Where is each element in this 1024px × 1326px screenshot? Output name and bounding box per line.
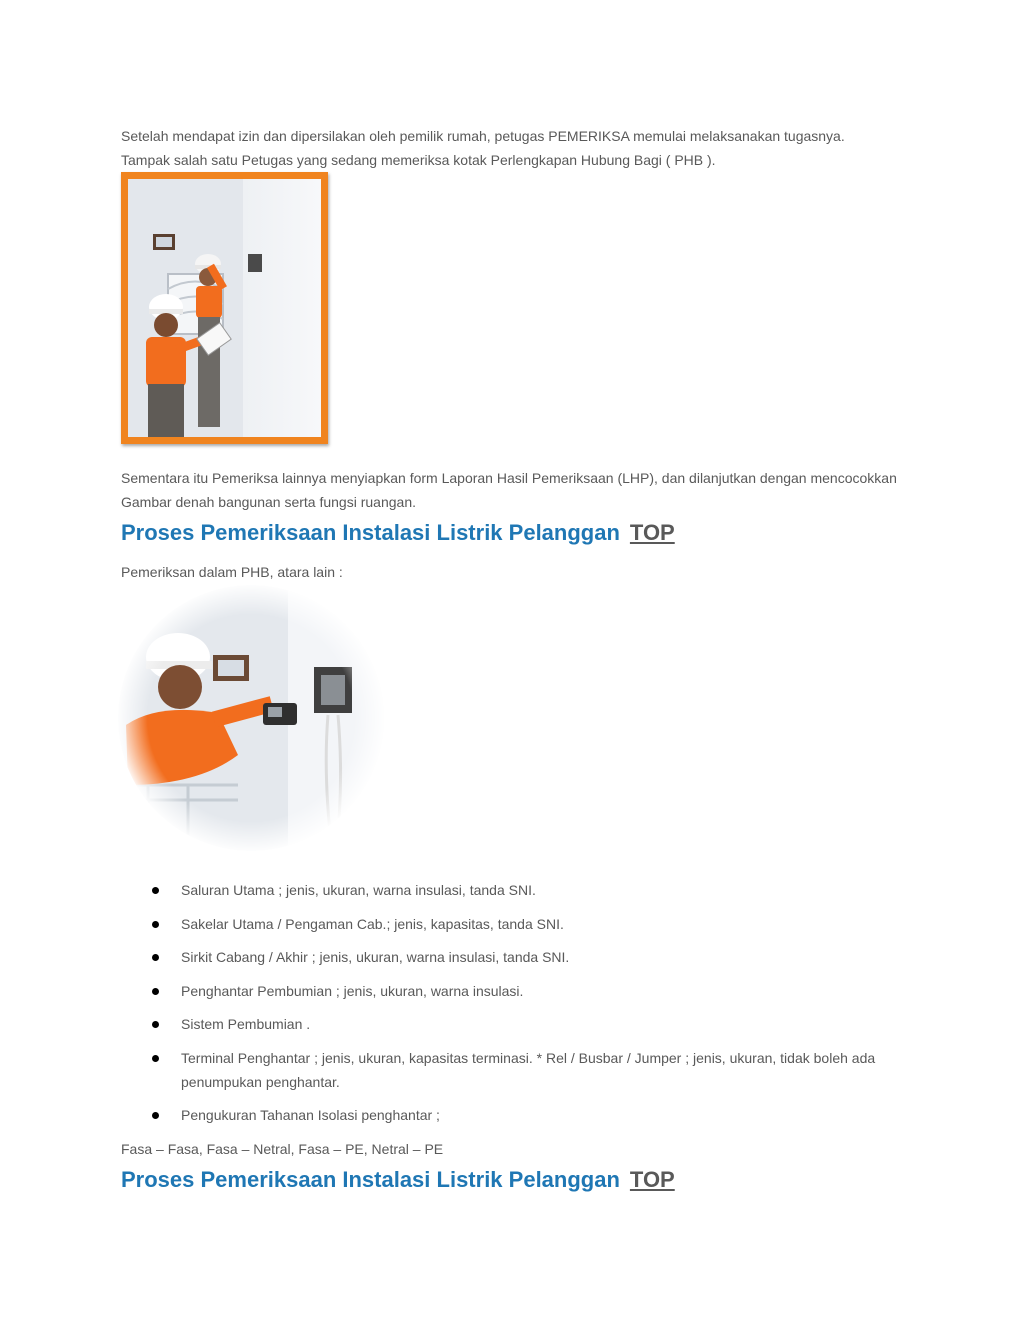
bullet-icon [152,1021,159,1028]
list-item-text: Pengukuran Tahanan Isolasi penghantar ; [181,1107,440,1123]
list-item-text: Sakelar Utama / Pengaman Cab.; jenis, kapasitas, tanda SNI. [181,915,564,932]
intro-line-1: Setelah mendapat izin dan dipersilakan oleh pemilik rumah, petugas PEMERIKSA memulai melaksanakan tugasnya. [121,128,845,144]
inspector-photo-framed [121,172,328,444]
list-item-text: Sistem Pembumian . [181,1016,311,1032]
list-item [121,878,901,902]
inspectors-at-wall-illustration [128,179,321,437]
list-item [121,1012,901,1036]
bullet-icon [152,954,159,961]
list-item [121,912,901,936]
list-item [121,979,901,1003]
phb-checklist [121,878,901,1137]
list-item [121,1103,901,1127]
bullet-icon [152,921,159,928]
intro-paragraph [121,124,901,172]
list-item [121,945,901,969]
list-item-text: Penghantar Pembumian ; jenis, ukuran, warna insulasi. [181,982,524,999]
list-item-text: Terminal Penghantar ; jenis, ukuran, kapasitas terminasi. * Rel / Busbar / Jumper ; jenis, ukuran, tidak boleh ada penumpukan penghantar. [181,1049,876,1090]
bullet-icon [152,887,159,894]
intro-line-2: Tampak salah satu Petugas yang sedang memeriksa kotak Perlengkapan Hubung Bagi ( PHB ). [121,152,716,168]
inspector-photo-vignette [118,585,384,851]
section-heading-2 [121,1166,675,1194]
list-item-text: Saluran Utama ; jenis, ukuran, warna insulasi, tanda SNI. [181,882,536,898]
bullet-icon [152,1055,159,1062]
list-item [121,1046,901,1094]
top-link[interactable]: TOP [629,1167,675,1192]
bullet-icon [152,988,159,995]
section-heading-1 [121,519,675,547]
measurement-pairs-text: Fasa – Fasa, Fasa – Netral, Fasa – PE, Netral – PE [121,1141,444,1157]
list-item-text: Sirkit Cabang / Akhir ; jenis, ukuran, warna insulasi, tanda SNI. [181,949,570,965]
section-heading-title: Proses Pemeriksaan Instalasi Listrik Pelanggan [121,520,620,545]
section-heading-title: Proses Pemeriksaan Instalasi Listrik Pelanggan [121,1167,620,1192]
phb-intro-text: Pemeriksan dalam PHB, atara lain : [121,564,343,580]
bullet-icon [152,1112,159,1119]
top-link[interactable]: TOP [629,520,675,545]
inspector-measuring-illustration [118,585,384,851]
lhp-paragraph: Sementara itu Pemeriksa lainnya menyiapkan form Laporan Hasil Pemeriksaan (LHP), dan dilanjutkan dengan mencocokkan Gambar denah bangunan serta fungsi ruangan. [121,470,897,510]
